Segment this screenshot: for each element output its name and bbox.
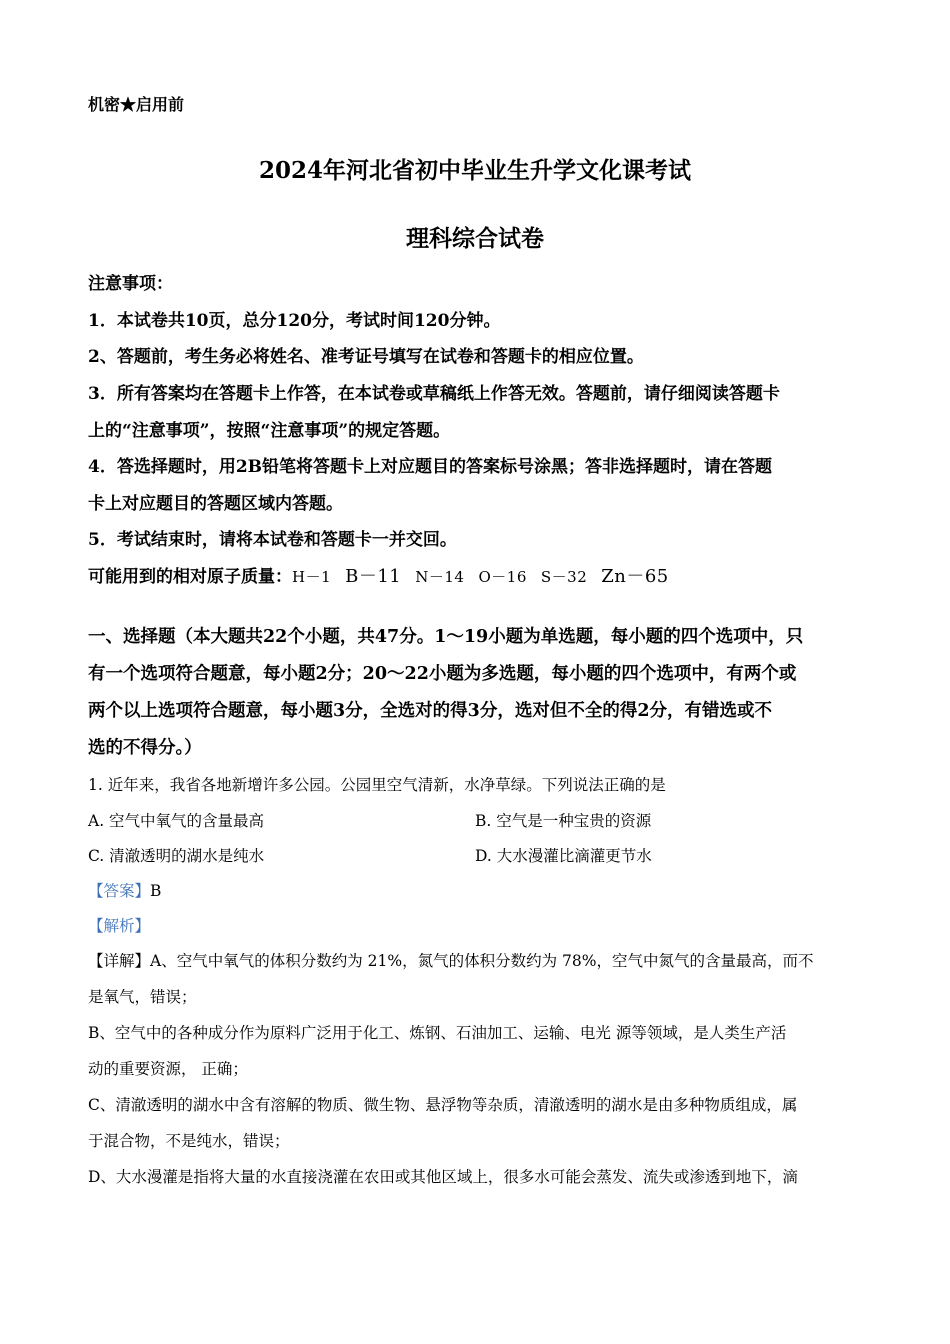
answer-line bbox=[88, 880, 161, 902]
notice-heading: 注意事项： bbox=[88, 274, 173, 294]
detail-line-1: 【详解】A、空气中氧气的体积分数约为 21%，氮气的体积分数约为 78%，空气中氮气的含量最高，而不 bbox=[88, 952, 814, 970]
atomic-mass-label: 可能用到的相对原子质量： bbox=[88, 567, 292, 587]
notice-line-2: 2、答题前，考生务必将姓名、准考证号填写在试卷和答题卡的相应位置。 bbox=[88, 347, 644, 367]
section1-line-1: 一、选择题（本大题共22个小题，共47分。1～19小题为单选题，每小题的四个选项中，只 bbox=[88, 627, 804, 647]
exam-subtitle: 理科综合试卷 bbox=[406, 225, 544, 252]
detail-line-2: 是氧气，错误； bbox=[88, 988, 197, 1006]
notice-line-7: 5．考试结束时，请将本试卷和答题卡一并交回。 bbox=[88, 530, 457, 550]
detail-line-5: C、清澈透明的湖水中含有溶解的物质、微生物、悬浮物等杂质，清澈透明的湖水是由多种物质组成，属 bbox=[88, 1096, 798, 1114]
mass-h: H－1 bbox=[292, 568, 332, 586]
detail-line-7: D、大水漫灌是指将大量的水直接浇灌在农田或其他区域上，很多水可能会蒸发、流失或渗透到地下，滴 bbox=[88, 1168, 798, 1186]
atomic-mass-line bbox=[88, 566, 683, 588]
question1-option-a: A. 空气中氧气的含量最高 bbox=[88, 812, 265, 830]
secret-label: 机密★启用前 bbox=[88, 95, 185, 114]
detail-line-6: 于混合物，不是纯水，错误； bbox=[88, 1132, 290, 1150]
notice-line-6: 卡上对应题目的答题区域内答题。 bbox=[88, 494, 343, 514]
question1-stem: 1. 近年来，我省各地新增许多公园。公园里空气清新，水净草绿。下列说法正确的是 bbox=[88, 776, 666, 794]
detail-line-4: 动的重要资源， 正确； bbox=[88, 1060, 248, 1078]
question1-option-d: D. 大水漫灌比滴灌更节水 bbox=[475, 847, 652, 865]
mass-o: O－16 bbox=[478, 568, 527, 586]
mass-b: B－11 bbox=[345, 566, 402, 587]
question1-option-c: C. 清澈透明的湖水是纯水 bbox=[88, 847, 265, 865]
question1-option-b: B. 空气是一种宝贵的资源 bbox=[475, 812, 652, 830]
notice-line-4: 上的“注意事项”，按照“注意事项”的规定答题。 bbox=[88, 421, 451, 441]
analysis-label: 【解析】 bbox=[88, 917, 151, 935]
notice-line-3: 3．所有答案均在答题卡上作答，在本试卷或草稿纸上作答无效。答题前，请仔细阅读答题卡 bbox=[88, 384, 780, 404]
mass-s: S－32 bbox=[540, 568, 588, 586]
atomic-mass-values bbox=[292, 568, 683, 586]
notice-line-1: 1．本试卷共10页，总分120分，考试时间120分钟。 bbox=[88, 311, 501, 331]
section1-line-4: 选的不得分。） bbox=[88, 738, 202, 758]
mass-zn: Zn－65 bbox=[601, 566, 669, 587]
exam-title: 2024年河北省初中毕业生升学文化课考试 bbox=[258, 157, 691, 184]
notice-line-5: 4．答选择题时，用2B铅笔将答题卡上对应题目的答案标号涂黑；答非选择题时，请在答题 bbox=[88, 457, 773, 477]
mass-n: N－14 bbox=[415, 568, 465, 586]
section1-line-2: 有一个选项符合题意，每小题2分；20～22小题为多选题，每小题的四个选项中，有两个或 bbox=[88, 664, 797, 684]
answer-label: 【答案】 bbox=[88, 882, 151, 900]
section1-line-3: 两个以上选项符合题意，每小题3分，全选对的得3分，选对但不全的得2分，有错选或不 bbox=[88, 701, 773, 721]
detail-line-3: B、空气中的各种成分作为原料广泛用于化工、炼钢、石油加工、运输、电光 源等领域，是人类生产活 bbox=[88, 1024, 787, 1042]
answer-value: B bbox=[150, 882, 162, 900]
